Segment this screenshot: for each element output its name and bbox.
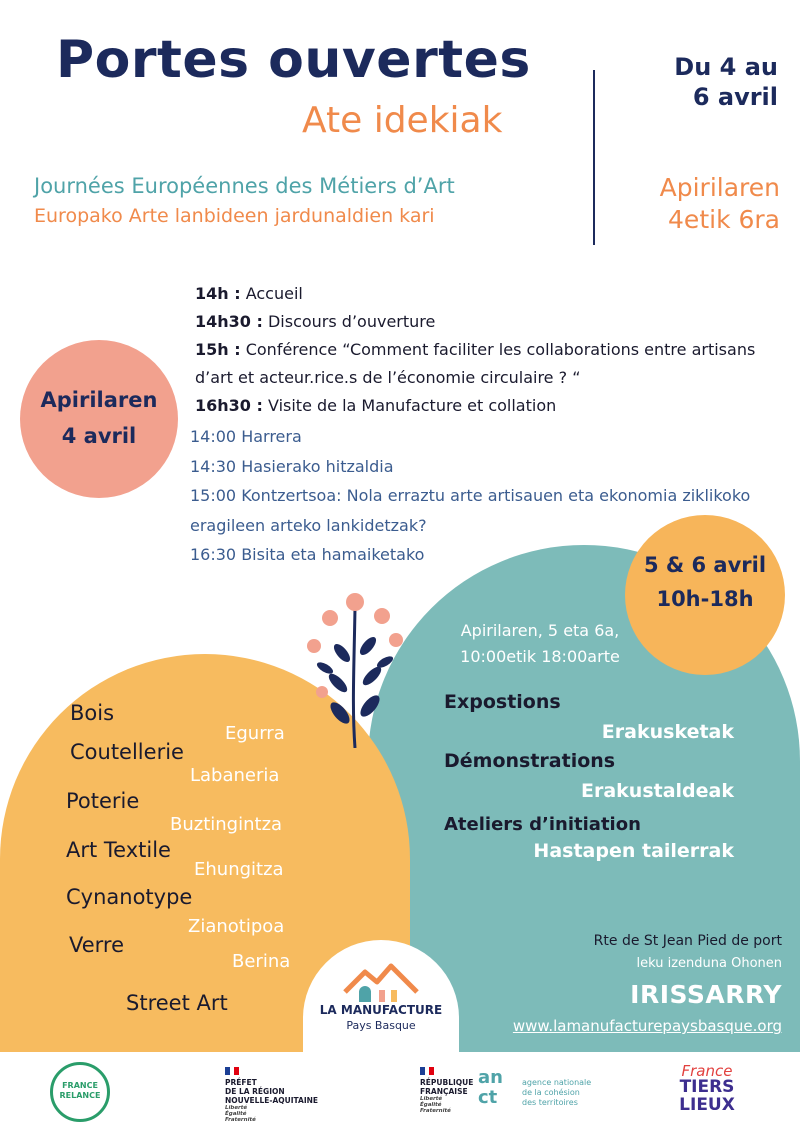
program-time: 14h :	[195, 284, 241, 303]
days-eu-line1: Apirilaren, 5 eta 6a,	[460, 621, 620, 640]
manufacture-logo-name: LA MANUFACTURE	[319, 1003, 443, 1017]
anct-mark-line: ct	[478, 1087, 498, 1108]
day1-badge-line2: 4 avril	[61, 424, 137, 448]
vertical-divider	[593, 70, 595, 245]
date-eu-line1: Apirilaren	[659, 173, 780, 202]
program-eu-item: 14:00 Harrera	[190, 427, 302, 446]
motto-line: Liberté	[225, 1105, 248, 1111]
program-eu-item: 14:30 Hasierako hitzaldia	[190, 456, 394, 476]
address: Rte de St Jean Pied de port	[593, 933, 782, 949]
tiers-lieux-line: LIEUX	[679, 1095, 735, 1115]
craft-fr: Coutellerie	[70, 740, 184, 764]
republique-logo	[420, 1078, 473, 1114]
date-fr-line2: 6 avril	[692, 83, 778, 111]
program-time: 16h30 :	[195, 396, 263, 415]
program-text: Visite de la Manufacture et collation	[262, 396, 557, 415]
activity-fr: Démonstrations	[444, 750, 616, 772]
days-badge-line2: 10h-18h	[656, 587, 754, 611]
tiers-lieux-line: TIERS	[679, 1077, 735, 1097]
craft-fr: Bois	[70, 701, 115, 725]
address-eu: leku izenduna Ohonen	[636, 956, 782, 971]
french-flag-icon	[225, 1067, 239, 1075]
france-relance-label: FRANCE RELANCE	[59, 1081, 101, 1100]
program-item	[195, 308, 775, 336]
website-link[interactable]: www.lamanufacturepaysbasque.org	[512, 1017, 782, 1035]
program-text: Conférence “Comment faciliter les collaborations entre artisans d’art et acteur.rice.s de l’économie circulaire ? “	[195, 340, 756, 387]
date-range-fr	[620, 52, 778, 112]
craft-fr: Cynanotype	[66, 885, 193, 909]
prefet-line: NOUVELLE-AQUITAINE	[225, 1096, 319, 1105]
program-text: Discours d’ouverture	[262, 312, 436, 331]
motto-line: Fraternité	[225, 1117, 256, 1123]
days-badge	[625, 548, 785, 616]
motto-line: Égalité	[420, 1102, 442, 1108]
craft-fr: Poterie	[66, 789, 140, 813]
craft-fr: Verre	[69, 933, 125, 957]
program-eu-item: 15:00 Kontzertsoa: Nola erraztu arte artisauen eta ekonomia ziklikoko eragileen arteko lankidetzak?	[190, 486, 751, 535]
republique-line: FRANÇAISE	[420, 1087, 468, 1096]
anct-logo-text	[522, 1078, 591, 1108]
tiers-lieux-logo	[668, 1078, 746, 1114]
anct-mark-line: an	[478, 1067, 503, 1088]
activity-eu: Erakustaldeak	[580, 780, 734, 802]
page-title: Portes ouvertes	[56, 30, 531, 90]
craft-eu: Buztingintza	[170, 814, 283, 835]
days-eu	[440, 618, 640, 670]
program-item	[195, 336, 775, 392]
event-name-fr: Journées Européennes des Métiers d’Art	[34, 174, 455, 198]
craft-eu: Labaneria	[190, 765, 280, 786]
page-subtitle: Ate idekiak	[302, 100, 503, 141]
motto-line: Fraternité	[420, 1108, 451, 1114]
craft-eu: Zianotipoa	[188, 916, 285, 937]
date-eu-line2: 4etik 6ra	[668, 205, 780, 234]
activity-fr: Ateliers d’initiation	[444, 814, 641, 835]
prefet-line: PRÉFET	[225, 1078, 257, 1087]
event-name-eu: Europako Arte lanbideen jardunaldien kari	[34, 205, 435, 227]
program-text: Accueil	[240, 284, 303, 303]
republique-line: RÉPUBLIQUE	[420, 1078, 474, 1087]
prefet-line: DE LA RÉGION	[225, 1087, 285, 1096]
craft-eu: Egurra	[225, 723, 285, 744]
manufacture-logo-region: Pays Basque	[346, 1019, 416, 1032]
craft-eu: Berina	[232, 951, 291, 972]
program-item	[195, 280, 775, 308]
program-time: 14h30 :	[195, 312, 263, 331]
french-flag-icon	[420, 1067, 434, 1075]
prefet-logo	[225, 1078, 318, 1123]
craft-fr: Art Textile	[66, 838, 171, 862]
activity-fr: Expostions	[444, 691, 561, 713]
manufacture-logo-icon	[343, 962, 419, 1002]
anct-line: de la cohésion	[522, 1088, 580, 1097]
day1-badge-line1: Apirilaren	[40, 388, 158, 412]
flower-illustration	[300, 588, 410, 748]
anct-line: des territoires	[522, 1098, 578, 1107]
motto-line: Liberté	[420, 1096, 443, 1102]
days-eu-line2: 10:00etik 18:00arte	[460, 647, 620, 666]
program-time: 15h :	[195, 340, 241, 359]
day1-badge	[20, 382, 178, 454]
activity-eu: Erakusketak	[601, 721, 734, 743]
program-item	[195, 392, 775, 420]
anct-logo-mark	[478, 1068, 503, 1108]
activity-eu: Hastapen tailerrak	[533, 840, 734, 862]
days-badge-line1: 5 & 6 avril	[643, 553, 767, 577]
date-range-eu	[618, 172, 780, 236]
town-name: IRISSARRY	[630, 980, 782, 1009]
motto-line: Égalité	[225, 1111, 247, 1117]
craft-fr: Street Art	[126, 991, 228, 1015]
program-fr	[195, 280, 775, 420]
tiers-lieux-france: France	[681, 1062, 733, 1080]
anct-line: agence nationale	[522, 1078, 592, 1087]
date-fr-line1: Du 4 au	[674, 53, 778, 81]
program-eu-item: 16:30 Bisita eta hamaiketako	[190, 545, 425, 564]
craft-eu: Ehungitza	[194, 859, 284, 880]
